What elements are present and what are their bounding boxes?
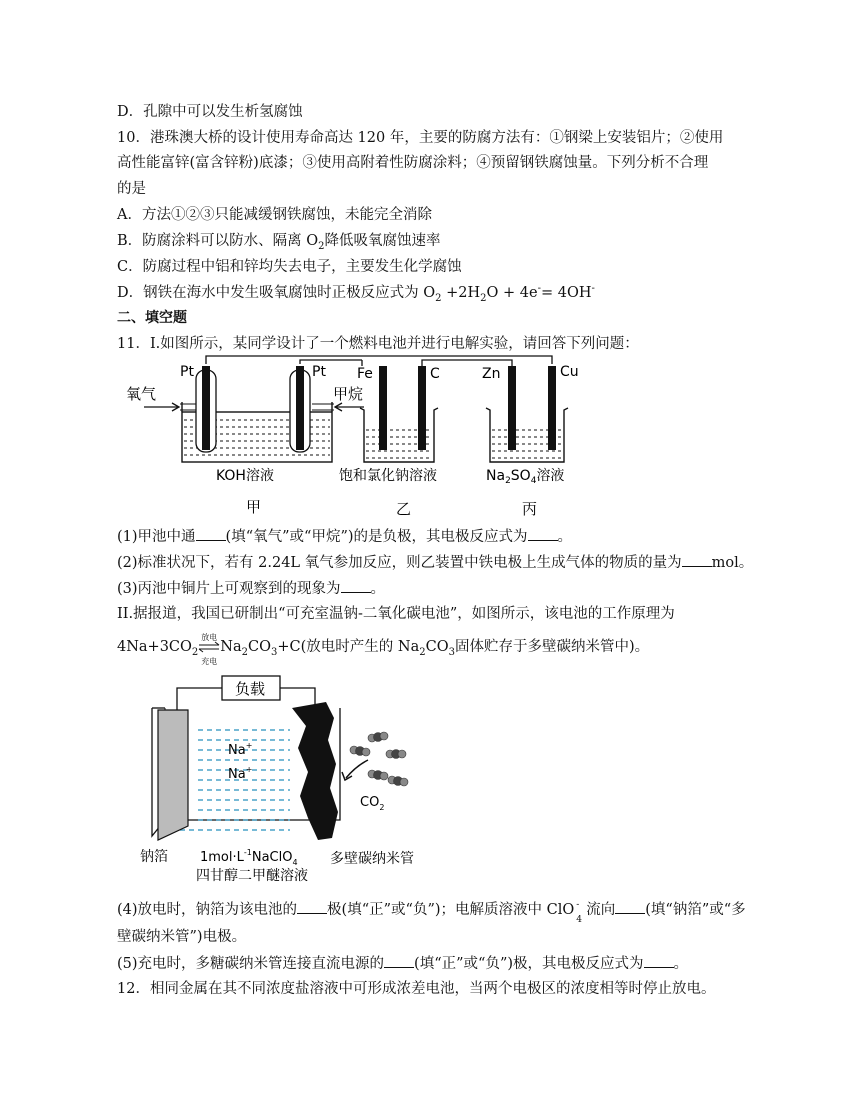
label-na-ion-1: Na+ xyxy=(228,741,253,758)
section-heading: 二、填空题 xyxy=(117,310,187,326)
q10-stem-line2: 高性能富锌(富含锌粉)底漆；③使用高附着性防腐涂料；④预留钢铁腐蚀量。下列分析不合理 xyxy=(117,155,709,171)
q10-option-d: D．钢铁在海水中发生吸氧腐蚀时正极反应式为 $O_2 +2H_2O + 4e^-= 4OH^-$ xyxy=(117,283,595,304)
oxygen-arrow xyxy=(144,403,179,411)
sodium-foil xyxy=(158,710,188,840)
q10-option-a: A．方法①②③只能减缓钢铁腐蚀，未能完全消除 xyxy=(117,207,432,223)
label-pt-right: Pt xyxy=(312,364,326,380)
q10-option-c: C．防腐过程中铝和锌均失去电子，主要发生化学腐蚀 xyxy=(117,259,462,275)
label-nacl-solution: 饱和氯化钠溶液 xyxy=(339,468,437,484)
label-koh-solution: KOH溶液 xyxy=(216,468,274,484)
cu-electrode xyxy=(548,366,556,450)
figure-fuel-cell-electrolysis xyxy=(124,352,584,522)
q11-part4-line2: 壁碳纳米管”)电极。 xyxy=(117,929,247,945)
carbon-nanotube-electrode xyxy=(292,702,338,840)
label-na2so4-solution: $Na_2SO_4$溶液 xyxy=(486,468,565,486)
q10-stem-line3: 的是 xyxy=(117,181,146,197)
co2-arrow xyxy=(346,760,368,778)
q11-intro: 11．I.如图所示，某同学设计了一个燃料电池并进行电解实验，请回答下列问题： xyxy=(117,336,639,352)
q11-part4-line1: (4)放电时，钠箔为该电池的 极(填“正”或“负”)；电解质溶液中 ClO - 4 流向 (填“钠箔”或“多 xyxy=(117,900,746,925)
clo4-charge: - 4 xyxy=(576,900,582,925)
q10-stem-line1: 10．港珠澳大桥的设计使用寿命高达 120 年，主要的防腐方法有：①钢梁上安装铝片；②使用 xyxy=(117,130,724,146)
q12-stem: 12．相同金属在其不同浓度盐溶液中可形成浓差电池，当两个电极区的浓度相等时停止放电。 xyxy=(117,981,716,997)
q11-part2-intro: II.据报道，我国已研制出“可充室温钠-二氧化碳电池”，如图所示，该电池的工作原理为 xyxy=(117,606,675,622)
methane-arrow xyxy=(335,403,364,411)
zn-electrode xyxy=(508,366,516,450)
pt-right-electrode xyxy=(296,366,304,450)
co2-molecules xyxy=(350,732,408,786)
label-cu: Cu xyxy=(560,364,579,380)
q9-option-d: D．孔隙中可以发生析氢腐蚀 xyxy=(117,104,303,120)
battery-equation: $4Na+3CO_2$ 放电 充电 $Na_2CO_3+C$(放电时产生的 $Na_2CO_3$固体贮存于多壁碳纳米管中)。 xyxy=(117,633,650,666)
q11-part1: (1)甲池中通 (填“氧气”或“甲烷”)的是负极，其电极反应式为 。 xyxy=(117,526,572,547)
label-nanotube: 多壁碳纳米管 xyxy=(330,851,414,867)
c-electrode xyxy=(418,366,426,450)
label-cell-yi: 乙 xyxy=(396,500,412,518)
label-oxygen: 氧气 xyxy=(126,385,157,403)
q11-part3: (3)丙池中铜片上可观察到的现象为 。 xyxy=(117,578,385,599)
label-co2: $CO_2$ xyxy=(360,795,385,812)
label-sodium-foil: 钠箔 xyxy=(140,849,168,865)
label-pt-left: Pt xyxy=(180,364,194,380)
label-load: 负载 xyxy=(235,680,266,698)
q11-part5: (5)充电时，多糖碳纳米管连接直流电源的 (填“正”或“负”)极，其电极反应式为 。 xyxy=(117,953,688,974)
label-solvent: 四甘醇二甲醚溶液 xyxy=(196,868,308,884)
label-fe: Fe xyxy=(357,366,373,382)
label-cell-bing: 丙 xyxy=(522,500,538,518)
label-methane: 甲烷 xyxy=(333,385,364,403)
q10-option-b: B．防腐涂料可以防水、隔离 $O_2$降低吸氧腐蚀速率 xyxy=(117,233,441,252)
fe-electrode xyxy=(379,366,387,450)
label-c: C xyxy=(430,366,440,382)
figure-na-co2-battery xyxy=(140,668,440,890)
label-electrolyte: $1mol\cdot L^{-1}NaClO_4$ xyxy=(200,848,298,867)
q11-part2: (2)标准状况下，若有 2.24L 氧气参加反应，则乙装置中铁电极上生成气体的物质的量为 mol。 xyxy=(117,552,753,573)
label-na-ion-2: Na+ xyxy=(228,765,253,782)
cell-yi-beaker xyxy=(360,408,438,462)
label-zn: Zn xyxy=(482,366,501,382)
pt-left-electrode xyxy=(202,366,210,450)
reversible-arrow: 放电 充电 xyxy=(201,633,218,666)
label-cell-jia: 甲 xyxy=(246,498,262,516)
